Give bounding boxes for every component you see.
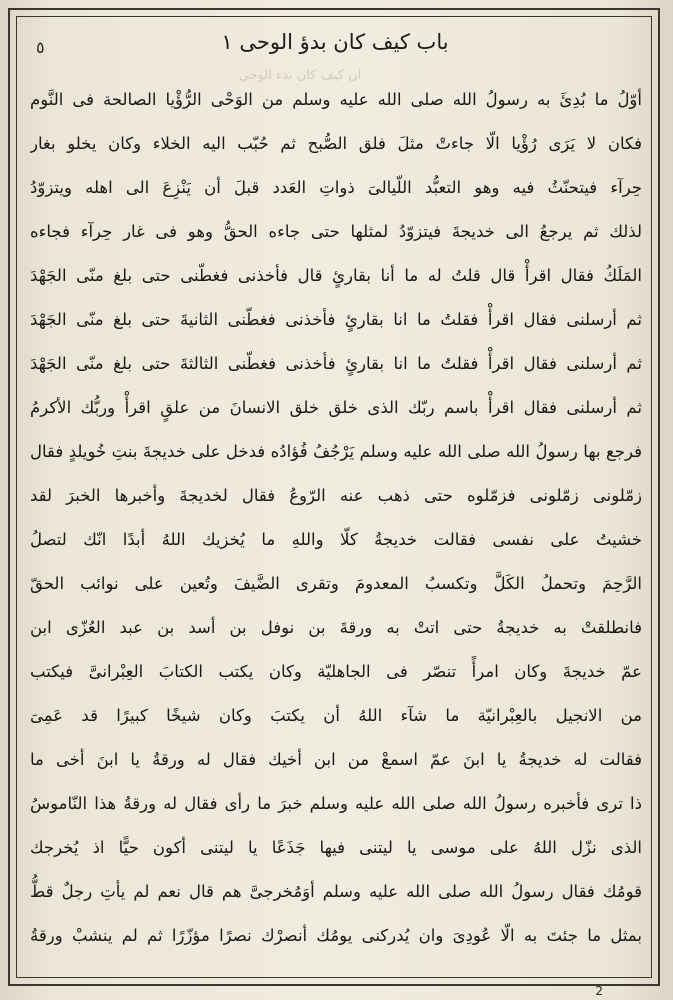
text-line: الرَّحِمَ وتحملُ الكَلَّ وتكسبُ المعدومَ وتقرى الضَّيفَ وتُعين على نوائب الحقّ xyxy=(30,574,642,593)
bleed-through-text: ان كيف كان بدء الوحي xyxy=(238,68,362,83)
text-line: خشيتُ على نفسى فقالت خديجةُ كلّا واللهِ ما يُخزيك اللهُ أبدًا انّك لتصلُ xyxy=(30,530,642,549)
page-header xyxy=(30,20,640,83)
text-line: من الانجيل بالعِبْرانيّة ما شآء اللهُ أن يكتبَ وكان شيخًا كبيرًا قد عَمِىَ xyxy=(30,706,642,725)
text-line: حِرآء فيتحنّثُ فيه وهو التعبُّد اللّيالىَ ذواتِ العَدد قبلَ أن يَنْزِعَ الى اهله ويتزوّدُ xyxy=(30,178,642,197)
marginal-number: ٥ xyxy=(36,38,45,57)
text-line: فرجع بها رسولُ الله صلى الله عليه وسلم يَرْجُفُ فُؤادُه فدخل على خديجةَ بنتِ خُويلدٍ فقال xyxy=(30,442,642,461)
text-line: زمّلونى زمّلونى فزمّلوه حتى ذهب عنه الرّوعُ فقال لخديجةَ وأخبرها الخبرَ لقد xyxy=(30,486,642,505)
text-body xyxy=(30,78,642,968)
text-line: قومُك فقال رسولُ الله صلى الله عليه وسلم أوَمُخرجىَّ هم قال نعم لم يأتِ رجلٌ قطُّ xyxy=(30,882,642,901)
chapter-title: باب كيف كان بدؤ الوحى ١ xyxy=(221,30,449,54)
text-line: أوّلُ ما بُدِئَ به رسولُ الله صلى الله عليه وسلم من الوَحْى الرُّؤْيا الصالحة فى النَّوم xyxy=(30,90,642,109)
text-line: فانطلقتْ به خديجةُ حتى اتتْ به ورقةَ بن نوفل بن أسد بن عبد العُزّى ابن xyxy=(30,618,642,637)
text-line: فكان لا يَرَى رُؤْيا الّا جاءتْ مثلَ فلق الصُّبح ثم حُبّب اليه الخلاء وكان يخلو بغار xyxy=(30,134,642,153)
text-line: عمّ خديجةَ وكان امرأً تنصّر فى الجاهليّة وكان يكتب الكتابَ العِبْرانىَّ فيكتب xyxy=(30,662,642,681)
text-line: فقالت له خديجةُ يا ابنَ عمّ اسمعْ من ابن أخيك فقال له ورقةُ يا ابنَ أخى ما xyxy=(30,750,642,769)
text-line: بمثل ما جئتَ به الّا عُودِىَ وان يُدركنى يومُك أنصرْك نصرًا مؤزّرًا ثم لم ينشبْ ورقةُ xyxy=(30,926,642,945)
text-line: ثم أرسلنى فقال اقرأْ فقلتُ ما انا بقارئٍ فأخذنى فغطّنى الثانيةَ حتى بلغ منّى الجَهْدَ xyxy=(30,310,642,329)
text-line: ثم أرسلنى فقال اقرأْ فقلتُ ما انا بقارئٍ فأخذنى فغطّنى الثالثةَ حتى بلغ منّى الجَهْدَ xyxy=(30,354,642,373)
text-line: لذلك ثم يرجعُ الى خديجةَ فيتزوّدُ لمثلها حتى جاءه الحقُّ وهو فى غار حِرآء فجاءه xyxy=(30,222,642,241)
text-line: الذى نزّل اللهُ على موسى يا ليتنى فيها جَذَعًا يا ليتنى أكون حيًّا اذ يُخرجك xyxy=(30,838,642,857)
text-line: ذا ترى فأخبره رسولُ الله صلى الله عليه وسلم خبرَ ما رأى فقال له ورقةُ هذا النّاموسُ xyxy=(30,794,642,813)
page-number: 2 xyxy=(595,984,603,998)
text-line: ثم أرسلنى فقال اقرأْ باسم ربّك الذى خلق خلق الانسانَ من علقٍ اقرأْ وربُّك الأكرمُ xyxy=(30,398,642,417)
text-line: المَلَكُ فقال اقرأْ قال قلتُ له ما أنا بقارئٍ قال فأخذنى فغطّنى حتى بلغ منّى الجَهْدَ xyxy=(30,266,642,285)
